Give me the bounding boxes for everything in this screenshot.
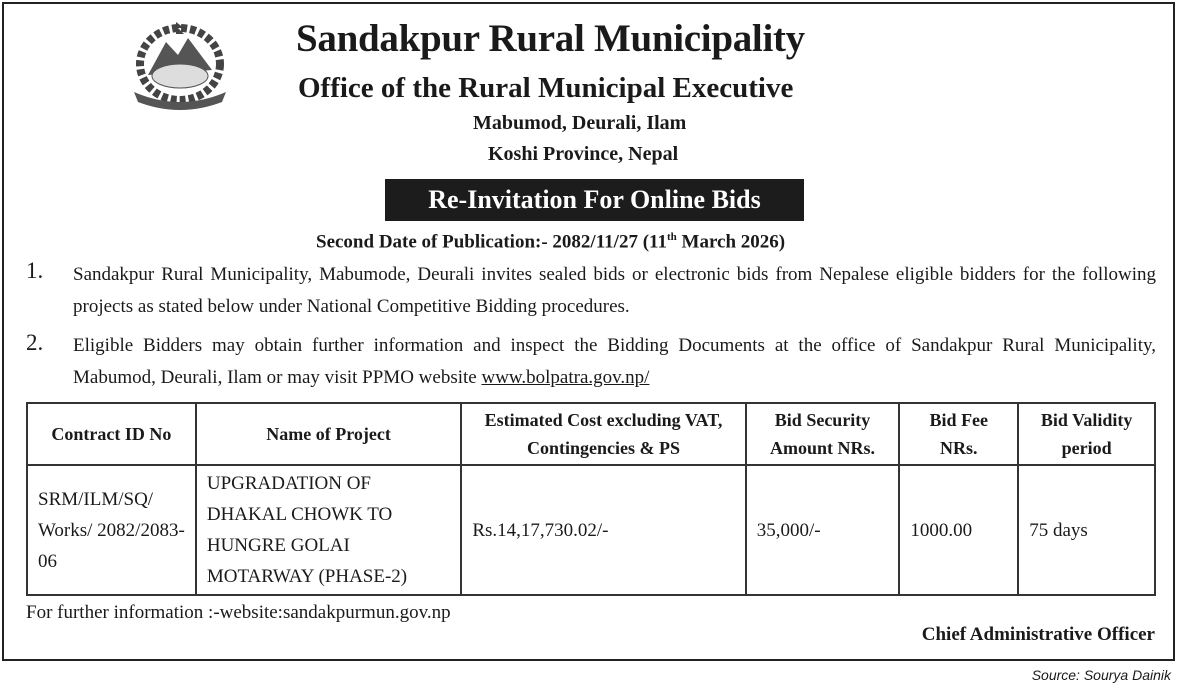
ppmo-link[interactable]: www.bolpatra.gov.np/ bbox=[481, 367, 650, 388]
item-text bbox=[73, 330, 1156, 394]
table-header-row bbox=[27, 403, 1155, 465]
publication-rest: March 2026) bbox=[676, 231, 786, 253]
item-number: 1. bbox=[26, 258, 44, 283]
item-text: Sandakpur Rural Municipality, Mabumode, Deurali invites sealed bids or electronic bids from Nepalese eligible bidders for the following projects as stated below under National Competitive Bidding procedures. bbox=[73, 264, 1156, 317]
source-credit: Source: Sourya Dainik bbox=[1031, 667, 1171, 683]
address-line-1: Mabumod, Deurali, Ilam bbox=[473, 112, 687, 134]
col-header: Name of Project bbox=[196, 403, 461, 465]
publication-date bbox=[316, 231, 785, 253]
col-header: Bid Security Amount NRs. bbox=[746, 403, 900, 465]
col-header: Bid Fee NRs. bbox=[899, 403, 1018, 465]
municipality-title: Sandakpur Rural Municipality bbox=[296, 17, 805, 60]
item-text-body: Eligible Bidders may obtain further information and inspect the Bidding Documents at the office of Sandakpur Rural Municipality, Mabumod, Deurali, Ilam or may visit PPMO website bbox=[73, 335, 1156, 388]
contract-id: SRM/ILM/SQ/ Works/ 2082/2083-06 bbox=[27, 465, 196, 595]
bid-security: 35,000/- bbox=[746, 465, 900, 595]
project-name: UPGRADATION OF DHAKAL CHOWK TO HUNGRE GOLAI MOTARWAY (PHASE-2) bbox=[196, 465, 461, 595]
item-number: 2. bbox=[26, 330, 44, 355]
bid-validity: 75 days bbox=[1018, 465, 1155, 595]
publication-sup: th bbox=[666, 231, 677, 243]
col-header: Contract ID No bbox=[27, 403, 196, 465]
table-row bbox=[27, 465, 1155, 595]
estimated-cost: Rs.14,17,730.02/- bbox=[461, 465, 745, 595]
notice-banner: Re-Invitation For Online Bids bbox=[385, 179, 804, 221]
signatory: Chief Administrative Officer bbox=[921, 624, 1155, 645]
bid-fee: 1000.00 bbox=[899, 465, 1018, 595]
bid-table bbox=[26, 402, 1156, 596]
office-title: Office of the Rural Municipal Executive bbox=[298, 72, 794, 104]
further-info: For further information :-website:sandakpurmun.gov.np bbox=[26, 602, 451, 623]
col-header: Bid Validity period bbox=[1018, 403, 1155, 465]
col-header: Estimated Cost excluding VAT, Contingencies & PS bbox=[461, 403, 745, 465]
address-line-2: Koshi Province, Nepal bbox=[488, 143, 679, 165]
publication-label: Second Date of Publication:- 2082/11/27 (11 bbox=[316, 231, 667, 253]
emblem-icon bbox=[126, 20, 234, 112]
